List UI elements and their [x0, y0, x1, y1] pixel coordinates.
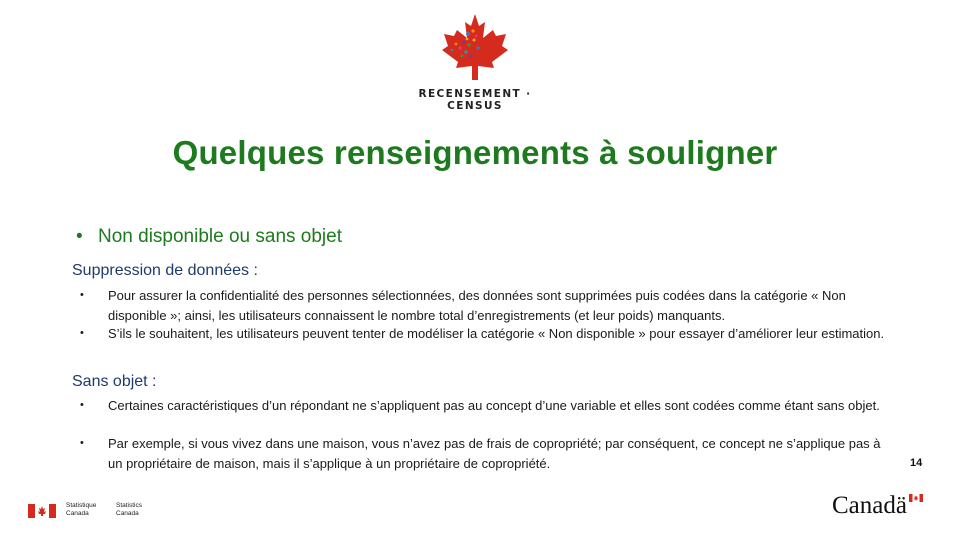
- bullet-icon: •: [80, 437, 84, 449]
- list-item: [80, 434, 898, 473]
- bullet-icon: •: [80, 289, 84, 301]
- census-logo-text: RECENSEMENT · CENSUS: [418, 88, 532, 112]
- slide-title: Quelques renseignements à souligner: [172, 134, 778, 171]
- maple-leaf-icon: [438, 12, 512, 82]
- list-item: [80, 286, 898, 325]
- list-item-text: S’ils le souhaitent, les utilisateurs peuvent tenter de modéliser la catégorie « Non disponible » pour essayer d’améliorer leur estimation.: [108, 326, 885, 341]
- list-item-text: Par exemple, si vous vivez dans une maison, vous n’avez pas de frais de copropriété; par conséquent, ce concept ne s’applique pas à un propriétaire de maison, mais il s’applique à un propriétaire de copropriété.: [108, 436, 881, 471]
- statcan-en: Statistics Canada: [116, 502, 143, 517]
- bullet-icon: •: [80, 327, 84, 339]
- canada-wordmark: [832, 492, 907, 520]
- list-item: [80, 396, 898, 416]
- main-bullet-text: Non disponible ou sans objet: [98, 226, 343, 247]
- canada-wordmark-text: Canadä: [832, 492, 907, 519]
- canada-flag-icon: [28, 504, 56, 518]
- list-item-text: Certaines caractéristiques d’un répondant ne s’appliquent pas au concept d’une variable et elles sont codées comme étant sans objet.: [108, 398, 880, 413]
- census-logo: [400, 12, 550, 112]
- page-number: 14: [910, 457, 923, 469]
- main-bullet: [76, 226, 342, 248]
- statcan-signature: [28, 502, 188, 522]
- wordmark-flag-icon: [909, 494, 923, 502]
- bullet-icon: •: [76, 226, 83, 247]
- statcan-fr: Statistique Canada: [66, 502, 97, 517]
- section-title-suppression: Suppression de données :: [72, 262, 258, 279]
- section-title-sans-objet: Sans objet :: [72, 373, 157, 390]
- list-item: [80, 324, 898, 344]
- bullet-icon: •: [80, 399, 84, 411]
- list-item-text: Pour assurer la confidentialité des personnes sélectionnées, des données sont supprimées puis codées dans la catégorie « Non disponible »; ainsi, les utilisateurs connaissent le nombre total d’enregistrements (et leur poids) manquants.: [108, 288, 846, 323]
